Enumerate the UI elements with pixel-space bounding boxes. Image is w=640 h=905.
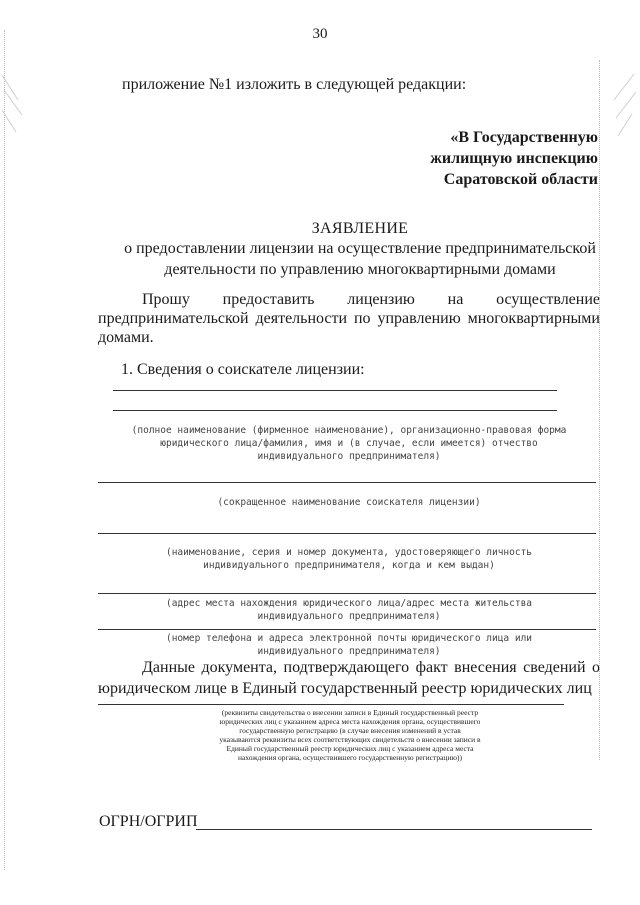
caption-contacts: (номер телефона и адреса электронной почты юридического лица или индивидуального предпринимателя) — [165, 633, 533, 657]
scan-corner-mark-right — [606, 70, 638, 140]
blank-line-address — [98, 593, 596, 594]
blank-line-ogrn — [196, 829, 592, 830]
blank-line-short-name — [98, 482, 596, 483]
section-heading: 1. Сведения о соискателе лицензии: — [121, 361, 365, 378]
registry-data-paragraph: Данные документа, подтверждающего факт внесения сведений о юридическом лице в Единый государственный реестр юридических лиц — [98, 659, 600, 697]
recipient-block — [430, 127, 598, 190]
caption-short-name: (сокращенное наименование соискателя лицензии) — [217, 497, 481, 508]
caption-full-name: (полное наименование (фирменное наименование), организационно-правовая форма юридического лица/фамилия, имя и (в случае, если имеется) отчество индивидуального предпринимателя) — [131, 425, 567, 462]
blank-line-identity-doc — [98, 533, 596, 534]
blank-line-full-name-2 — [113, 410, 557, 411]
document-title: ЗАЯВЛЕНИЕ — [311, 220, 409, 237]
scan-line-left — [4, 30, 5, 870]
recipient-line: «В Государственную — [450, 129, 598, 146]
blank-line-registry — [98, 704, 564, 705]
request-paragraph: Прошу предоставить лицензию на осуществление предпринимательской деятельности по управлению многоквартирными домами. — [98, 291, 600, 346]
recipient-line: жилищную инспекцию — [430, 150, 598, 167]
blank-line-full-name-1 — [113, 390, 557, 391]
caption-registry: (реквизиты свидетельства о внесении записи в Единый государственный реестр юридических лиц с указанием адреса места нахождения органа, осуществившего государственную регистрацию (в случае внесения изменений в устав указываются реквизиты всех соответствующих свидетельств о внесении записи в Единый государственный реестр юридических лиц с указанием адреса места нахождения органа, осуществившего государственную регистрацию)) — [219, 708, 481, 762]
recipient-line: Саратовской области — [443, 171, 598, 188]
document-subtitle — [90, 238, 630, 280]
subtitle-line: деятельности по управлению многоквартирными домами — [164, 261, 556, 278]
subtitle-line: о предоставлении лицензии на осуществление предпринимательской — [124, 240, 596, 257]
caption-address: (адрес места нахождения юридического лица/адрес места жительства индивидуального предпринимателя) — [165, 598, 533, 622]
intro-text: приложение №1 изложить в следующей редакции: — [122, 76, 467, 93]
ogrn-label: ОГРН/ОГРИП — [99, 813, 198, 830]
scan-line-right — [599, 60, 600, 760]
scan-corner-mark-left — [0, 70, 26, 140]
caption-identity-doc: (наименование, серия и номер документа, удостоверяющего личность индивидуального предпринимателя, когда и кем выдан) — [165, 547, 533, 571]
page-number: 30 — [312, 26, 328, 42]
blank-line-contacts — [98, 629, 596, 630]
